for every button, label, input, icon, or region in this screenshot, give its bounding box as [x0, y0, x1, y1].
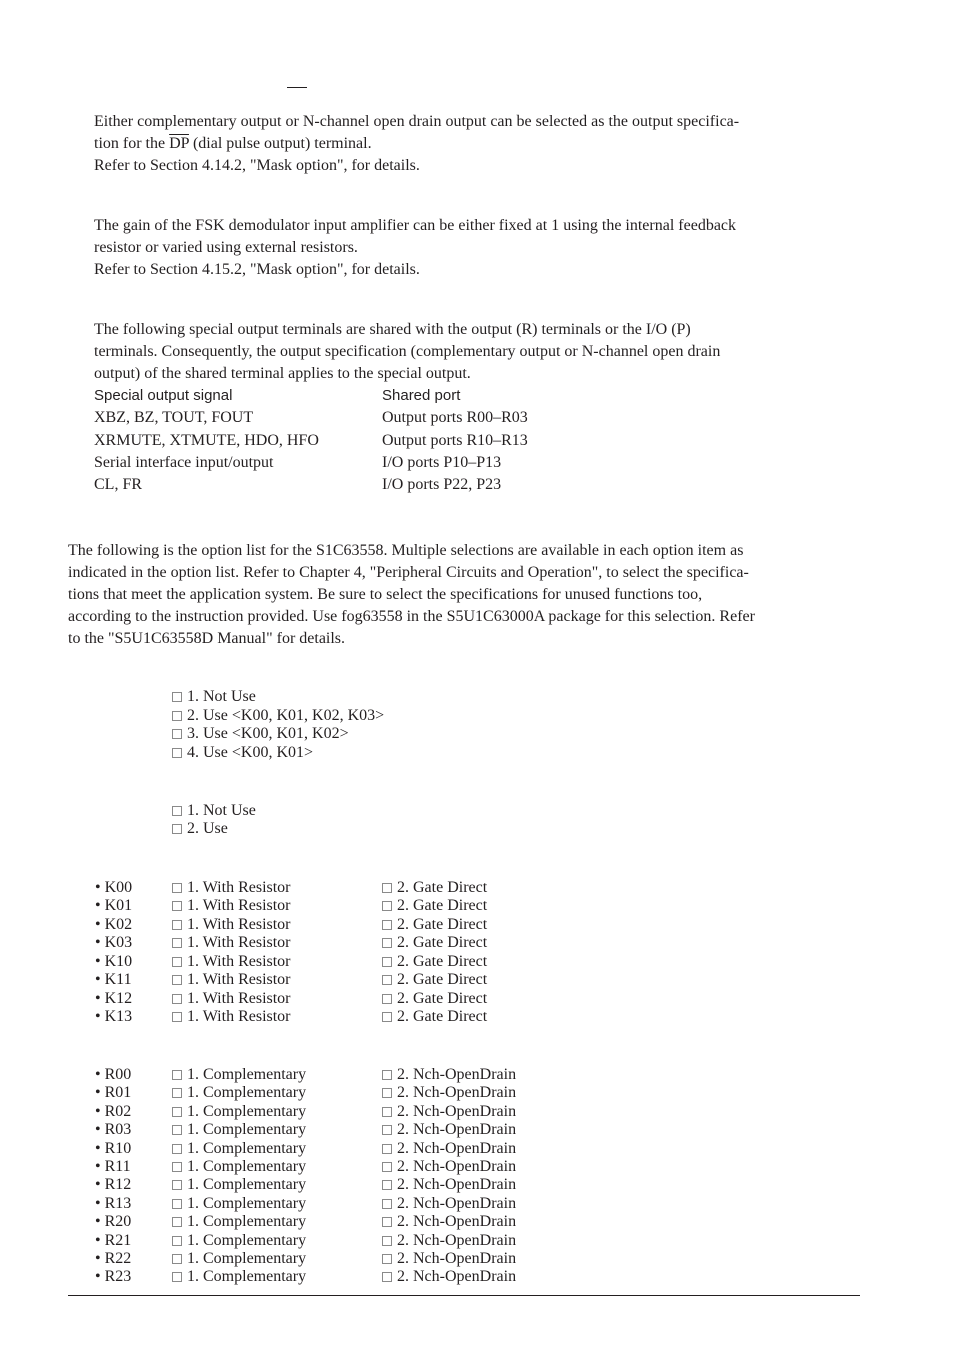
option-checkbox[interactable]: 2. Nch-OpenDrain [382, 1084, 516, 1102]
port-label: • R21 [95, 1231, 132, 1249]
checkbox-icon[interactable] [172, 883, 182, 893]
port-label: • R22 [95, 1250, 132, 1267]
option-checkbox[interactable]: 1. Complementary [172, 1158, 306, 1176]
checkbox-icon[interactable] [382, 1107, 392, 1117]
option-checkbox[interactable]: 1. Not Use [172, 688, 256, 706]
dp-para-line1: Either complementary output or N-channel open drain output can be selected as the output specifica- [94, 113, 740, 130]
checkbox-icon[interactable] [172, 711, 182, 721]
option-checkbox[interactable]: 2. Nch-OpenDrain [382, 1158, 516, 1176]
overline-mark [287, 87, 307, 88]
port-label: • K00 [95, 879, 133, 896]
intro-line: according to the instruction provided. Use fog63558 in the S5U1C63000A package for this selection. Refer [68, 608, 755, 625]
option-checkbox[interactable]: 2. Gate Direct [382, 934, 487, 952]
option-checkbox[interactable]: 1. Not Use [172, 802, 256, 820]
checkbox-icon[interactable] [172, 748, 182, 758]
intro-line: indicated in the option list. Refer to Chapter 4, "Peripheral Circuits and Operation", to select the specifica- [68, 564, 749, 581]
port-label: • R00 [95, 1066, 132, 1083]
port-label: • K03 [95, 934, 133, 952]
checkbox-icon[interactable] [382, 1217, 392, 1227]
checkbox-icon[interactable] [382, 1070, 392, 1080]
option-checkbox[interactable]: 2. Gate Direct [382, 990, 487, 1008]
intro-line: to the "S5U1C63558D Manual" for details. [68, 630, 346, 647]
option-checkbox[interactable]: 2. Nch-OpenDrain [382, 1250, 516, 1268]
checkbox-icon[interactable] [172, 938, 182, 948]
checkbox-icon[interactable] [172, 1162, 182, 1172]
intro-line: tions that meet the application system. Be sure to select the specifications for unused functions too, [68, 586, 703, 603]
checkbox-icon[interactable] [172, 1107, 182, 1117]
checkbox-icon[interactable] [172, 824, 182, 834]
checkbox-icon[interactable] [382, 938, 392, 948]
checkbox-icon[interactable] [172, 692, 182, 702]
checkbox-icon[interactable] [382, 901, 392, 911]
port-label: • R11 [95, 1158, 131, 1175]
table-cell: Output ports R10–R13 [382, 432, 528, 449]
fsk-para-line2: resistor or varied using external resistors. [94, 239, 358, 256]
option-checkbox[interactable]: 1. Complementary [172, 1176, 306, 1194]
checkbox-icon[interactable] [382, 1012, 392, 1022]
checkbox-icon[interactable] [172, 1088, 182, 1098]
option-checkbox[interactable]: 2. Gate Direct [382, 916, 487, 934]
intro-line: The following is the option list for the S1C63558. Multiple selections are available in each option item as [68, 542, 744, 559]
table-cell: Serial interface input/output [94, 454, 274, 471]
fsk-para-line3: Refer to Section 4.15.2, "Mask option", for details. [94, 261, 420, 278]
special-para-line1: The following special output terminals are shared with the output (R) terminals or the I/O (P) [94, 321, 691, 338]
option-checkbox[interactable]: 2. Gate Direct [382, 971, 487, 989]
checkbox-icon[interactable] [172, 901, 182, 911]
checkbox-icon[interactable] [172, 1180, 182, 1190]
port-label: • R03 [95, 1121, 132, 1139]
option-checkbox[interactable]: 2. Nch-OpenDrain [382, 1232, 516, 1250]
checkbox-icon[interactable] [172, 994, 182, 1004]
dp-para-line2: tion for the $\overline{DP}$ (dial pulse output) terminal. [94, 135, 372, 152]
checkbox-icon[interactable] [172, 1012, 182, 1022]
option-checkbox[interactable]: 1. With Resistor [172, 879, 291, 897]
port-label: • K10 [95, 952, 133, 970]
option-checkbox[interactable]: 1. Complementary [172, 1250, 306, 1268]
checkbox-icon[interactable] [382, 957, 392, 967]
checkbox-icon[interactable] [382, 1125, 392, 1135]
checkbox-icon[interactable] [382, 1088, 392, 1098]
option-checkbox[interactable]: 2. Gate Direct [382, 953, 487, 971]
port-label: • R23 [95, 1268, 132, 1286]
option-checkbox[interactable]: 2. Nch-OpenDrain [382, 1140, 516, 1158]
option-checkbox[interactable]: 1. Complementary [172, 1121, 306, 1139]
checkbox-icon[interactable] [172, 729, 182, 739]
port-label: • R01 [95, 1084, 132, 1102]
port-label: • K11 [95, 971, 132, 989]
option-checkbox[interactable]: 1. With Resistor [172, 934, 291, 952]
option-checkbox[interactable]: 1. Complementary [172, 1213, 306, 1231]
port-label: • K01 [95, 897, 133, 915]
checkbox-icon[interactable] [382, 1236, 392, 1246]
checkbox-icon[interactable] [382, 1254, 392, 1264]
special-para-line3: output) of the shared terminal applies to the special output. [94, 365, 471, 382]
checkbox-icon[interactable] [382, 920, 392, 930]
port-label: • R20 [95, 1213, 132, 1231]
port-label: • R12 [95, 1176, 132, 1194]
special-para-line2: terminals. Consequently, the output specification (complementary output or N-channel open drain [94, 343, 721, 360]
option-checkbox[interactable]: 2. Gate Direct [382, 1008, 487, 1026]
option-checkbox[interactable]: 1. With Resistor [172, 897, 291, 915]
checkbox-icon[interactable] [382, 1162, 392, 1172]
checkbox-icon[interactable] [172, 1199, 182, 1209]
table-cell: XRMUTE, XTMUTE, HDO, HFO [94, 432, 319, 449]
checkbox-icon[interactable] [172, 1070, 182, 1080]
port-label: • K02 [95, 915, 133, 933]
table-cell: Output ports R00–R03 [382, 409, 528, 426]
option-checkbox[interactable]: 2. Nch-OpenDrain [382, 1103, 516, 1121]
checkbox-icon[interactable] [382, 1180, 392, 1190]
checkbox-icon[interactable] [382, 883, 392, 893]
checkbox-icon[interactable] [172, 975, 182, 985]
checkbox-icon[interactable] [382, 994, 392, 1004]
option-checkbox[interactable]: 1. With Resistor [172, 990, 291, 1008]
option-checkbox[interactable]: 1. Complementary [172, 1268, 306, 1286]
option-checkbox[interactable]: 2. Use [172, 820, 228, 838]
checkbox-icon[interactable] [172, 806, 182, 816]
option-checkbox[interactable]: 2. Gate Direct [382, 897, 487, 915]
option-checkbox[interactable]: 2. Nch-OpenDrain [382, 1268, 516, 1286]
checkbox-icon[interactable] [382, 1199, 392, 1209]
checkbox-icon[interactable] [382, 1144, 392, 1154]
table-cell: XBZ, BZ, TOUT, FOUT [94, 409, 254, 426]
dp-signal: $\overline{DP}$ [169, 135, 189, 152]
option-checkbox[interactable]: 2. Nch-OpenDrain [382, 1176, 516, 1194]
option-checkbox[interactable]: 1. Complementary [172, 1066, 306, 1084]
footer-rule [68, 1295, 860, 1296]
option-checkbox[interactable]: 4. Use <K00, K01> [172, 744, 313, 762]
option-checkbox[interactable]: 1. With Resistor [172, 916, 291, 934]
checkbox-icon[interactable] [172, 1125, 182, 1135]
checkbox-icon[interactable] [382, 975, 392, 985]
checkbox-icon[interactable] [172, 1217, 182, 1227]
fsk-para-line1: The gain of the FSK demodulator input amplifier can be either fixed at 1 using the internal feedback [94, 217, 737, 234]
option-checkbox[interactable]: 1. With Resistor [172, 953, 291, 971]
option-checkbox[interactable]: 1. With Resistor [172, 971, 291, 989]
option-checkbox[interactable]: 2. Use <K00, K01, K02, K03> [172, 707, 384, 725]
checkbox-icon[interactable] [172, 1236, 182, 1246]
checkbox-icon[interactable] [172, 957, 182, 967]
option-checkbox[interactable]: 1. Complementary [172, 1103, 306, 1121]
checkbox-icon[interactable] [172, 1144, 182, 1154]
table-header-signal: Special output signal [94, 387, 233, 404]
option-checkbox[interactable]: 1. With Resistor [172, 1008, 291, 1026]
table-cell: I/O ports P10–P13 [382, 454, 502, 471]
table-header-port: Shared port [382, 387, 461, 404]
option-checkbox[interactable]: 2. Nch-OpenDrain [382, 1121, 516, 1139]
checkbox-icon[interactable] [172, 1272, 182, 1282]
option-checkbox[interactable]: 2. Nch-OpenDrain [382, 1195, 516, 1213]
checkbox-icon[interactable] [172, 1254, 182, 1264]
option-checkbox[interactable]: 1. Complementary [172, 1195, 306, 1213]
checkbox-icon[interactable] [172, 920, 182, 930]
port-label: • K12 [95, 989, 133, 1007]
option-checkbox[interactable]: 2. Gate Direct [382, 879, 487, 897]
option-checkbox[interactable]: 3. Use <K00, K01, K02> [172, 725, 349, 743]
dp-para-line3: Refer to Section 4.14.2, "Mask option", for details. [94, 157, 420, 174]
table-cell: I/O ports P22, P23 [382, 476, 502, 493]
option-checkbox[interactable]: 1. Complementary [172, 1084, 306, 1102]
option-checkbox[interactable]: 2. Nch-OpenDrain [382, 1213, 516, 1231]
option-checkbox[interactable]: 1. Complementary [172, 1140, 306, 1158]
port-label: • R13 [95, 1194, 132, 1212]
option-checkbox[interactable]: 2. Nch-OpenDrain [382, 1066, 516, 1084]
table-cell: CL, FR [94, 476, 143, 493]
port-label: • R02 [95, 1102, 132, 1120]
port-label: • K13 [95, 1008, 133, 1025]
checkbox-icon[interactable] [382, 1272, 392, 1282]
option-checkbox[interactable]: 1. Complementary [172, 1232, 306, 1250]
port-label: • R10 [95, 1139, 132, 1157]
